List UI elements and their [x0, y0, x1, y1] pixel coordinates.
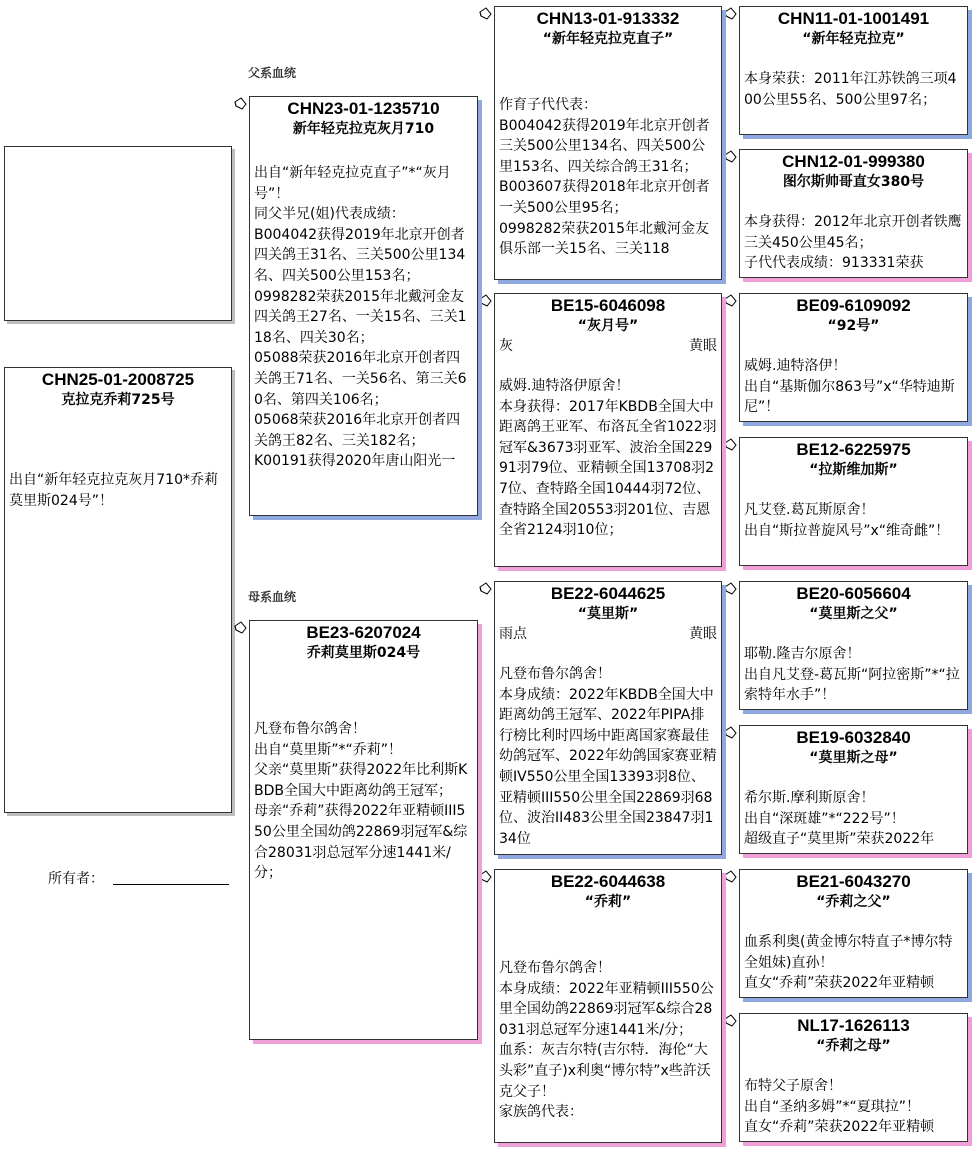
edit-hand-icon[interactable] — [233, 96, 248, 111]
dam-dam-dam-card[interactable] — [739, 1013, 968, 1142]
dam-sire-ring: BE22-6044625 — [550, 584, 666, 603]
edit-hand-icon[interactable] — [723, 6, 738, 21]
sire-dam-dam-ring: BE12-6225975 — [796, 440, 911, 459]
edit-hand-icon[interactable] — [478, 869, 493, 884]
sire-sire-sire-card[interactable] — [739, 6, 968, 135]
dam-sire-color: 雨点 — [499, 626, 527, 642]
dam-card[interactable] — [249, 620, 478, 1040]
sire-dam-desc: 威姆.迪特洛伊原舍！ 本身获得：2017年KBDB全国大中距离鸽王亚军、布洛瓦全省1022羽冠军&3673羽亚军、波治全国22991羽79位、亚精顿全国13708羽27位、查特路全国10444羽72位、查特路全国20553羽201位、吉恩全省2124羽10位； — [499, 378, 717, 539]
edit-hand-icon[interactable] — [478, 6, 493, 21]
dam-dam-card[interactable] — [494, 869, 722, 1143]
sire-sire-sire-desc: 本身荣获：2011年江苏铁鸽三项400公里55名、500公里97名； — [744, 71, 957, 108]
sire-name: 新年轻克拉克灰月710 — [292, 121, 435, 137]
sire-line-label: 父系血统 — [248, 66, 297, 80]
sire-dam-dam-desc: 凡艾登.葛瓦斯原舍！ 出自“斯拉普旋风号”x“维奇雌”！ — [744, 502, 950, 539]
dam-sire-desc: 凡登布鲁尔鸽舍！ 本身成绩：2022年KBDB全国大中距离幼鸽王冠军、2022年PIPA排行榜比利时四场中距离国家赛最佳幼鸽冠军、2022年幼鸽国家赛亚精顿IV550公里全国13393羽8位、亚精顿III550公里全国22869羽68位、波治II483公里全国23847羽134位 — [499, 666, 717, 847]
dam-sire-sire-card[interactable] — [739, 581, 968, 710]
dam-sire-sire-name: “莫里斯之父” — [809, 606, 898, 622]
dam-sire-dam-card[interactable] — [739, 725, 968, 854]
edit-hand-icon[interactable] — [478, 293, 493, 308]
sire-dam-eye: 黄眼 — [689, 338, 717, 354]
sire-sire-sire-name: “新年轻克拉克” — [802, 31, 905, 47]
dam-dam-dam-name: “乔莉之母” — [816, 1038, 891, 1054]
edit-hand-icon[interactable] — [723, 869, 738, 884]
dam-sire-dam-name: “莫里斯之母” — [809, 750, 898, 766]
edit-hand-icon[interactable] — [723, 581, 738, 596]
dam-dam-dam-desc: 布特父子原舍！ 出自“圣纳多姆”*“夏琪拉”！ 直女“乔莉”荣获2022年亚精顿 — [744, 1078, 935, 1136]
edit-hand-icon[interactable] — [723, 437, 738, 452]
dam-ring: BE23-6207024 — [306, 623, 421, 642]
dam-dam-sire-ring: BE21-6043270 — [796, 872, 911, 891]
sire-sire-dam-name: 图尔斯帅哥直女380号 — [782, 174, 925, 190]
photo-placeholder[interactable] — [4, 146, 232, 321]
edit-hand-icon[interactable] — [723, 149, 738, 164]
sire-ring: CHN23-01-1235710 — [287, 99, 440, 118]
sire-sire-name: “新年轻克拉克直子” — [542, 31, 674, 47]
dam-dam-sire-card[interactable] — [739, 869, 968, 998]
sire-sire-dam-desc: 本身获得：2012年北京开创者铁鹰三关450公里45名； 子代代表成绩：913331荣获 — [744, 214, 962, 272]
dam-name: 乔莉莫里斯024号 — [306, 645, 421, 661]
edit-hand-icon[interactable] — [233, 620, 248, 635]
subject-ring: CHN25-01-2008725 — [41, 370, 195, 389]
sire-dam-dam-name: “拉斯维加斯” — [809, 462, 898, 478]
sire-sire-desc: 作育子代代表： B004042获得2019年北京开创者三关500公里134名、四关500公里153名、四关综合鸽王31名； B003607获得2018年北京开创者一关500公里95名； 0998282荣获2015年北戴河金友俱乐部一关15名、三关118 — [499, 97, 710, 258]
sire-dam-sire-ring: BE09-6109092 — [796, 296, 911, 315]
dam-dam-sire-name: “乔莉之父” — [816, 894, 891, 910]
dam-sire-eye: 黄眼 — [689, 626, 717, 642]
dam-line-label: 母系血统 — [248, 590, 297, 604]
owner-underline — [113, 884, 229, 885]
subject-card[interactable] — [4, 367, 232, 813]
sire-sire-sire-ring: CHN11-01-1001491 — [777, 9, 930, 28]
sire-sire-card[interactable] — [494, 6, 722, 280]
dam-dam-sire-desc: 血系利奥(黄金博尔特直子*博尔特全姐妹)直孙！ 直女“乔莉”荣获2022年亚精顿 — [744, 934, 953, 992]
dam-sire-sire-desc: 耶勒.隆吉尔原舍！ 出自凡艾登-葛瓦斯“阿拉密斯”*“拉索特年水手”！ — [744, 646, 960, 704]
dam-dam-name: “乔莉” — [584, 894, 632, 910]
dam-sire-name: “莫里斯” — [577, 606, 639, 622]
dam-sire-sire-ring: BE20-6056604 — [796, 584, 911, 603]
dam-sire-dam-ring: BE19-6032840 — [796, 728, 911, 747]
sire-dam-dam-card[interactable] — [739, 437, 968, 566]
sire-dam-name: “灰月号” — [577, 318, 639, 334]
dam-dam-ring: BE22-6044638 — [550, 872, 666, 891]
owner-label: 所有者： — [48, 871, 104, 887]
sire-dam-sire-card[interactable] — [739, 293, 968, 422]
sire-desc: 出自“新年轻克拉克直子”*“灰月号”！ 同父半兄(姐)代表成绩： B004042获得2019年北京开创者四关鸽王31名、三关500公里134名、四关500公里153名； 0998282荣获2015年北戴河金友四关鸽王27名、一关15名、三关118名、四关30名； 05088荣获2016年北京开创者四关鸽王71名、一关56名、第三关60名、第四关106名； 05068荣获2016年北京开创者四关鸽王82名、三关182名； K00191获得2020年唐山阳光一 — [254, 165, 467, 470]
dam-sire-card[interactable] — [494, 581, 722, 855]
sire-dam-sire-name: “92号” — [827, 318, 880, 334]
edit-hand-icon[interactable] — [478, 581, 493, 596]
sire-dam-color: 灰 — [499, 338, 513, 354]
sire-sire-dam-card[interactable] — [739, 149, 968, 278]
dam-desc: 凡登布鲁尔鸽舍！ 出自“莫里斯”*“乔莉”！ 父亲“莫里斯”获得2022年比利斯KBDB全国大中距离幼鸽王冠军； 母亲“乔莉”获得2022年亚精顿III550公里全国幼鸽22869羽冠军&综合28031羽总冠军分速1441米/分； — [254, 721, 468, 882]
subject-desc: 出自“新年轻克拉克灰月710*乔莉莫里斯024号”！ — [9, 472, 218, 509]
sire-dam-card[interactable] — [494, 293, 722, 567]
dam-dam-dam-ring: NL17-1626113 — [797, 1016, 910, 1035]
sire-card[interactable] — [249, 96, 478, 516]
sire-dam-sire-desc: 威姆.迪特洛伊！ 出自“基斯伽尔863号”x“华特迪斯尼”！ — [744, 358, 955, 416]
sire-sire-ring: CHN13-01-913332 — [536, 9, 680, 28]
sire-sire-dam-ring: CHN12-01-999380 — [782, 152, 925, 171]
edit-hand-icon[interactable] — [723, 725, 738, 740]
edit-hand-icon[interactable] — [723, 1013, 738, 1028]
dam-dam-desc: 凡登布鲁尔鸽舍！ 本身成绩：2022年亚精顿III550公里全国幼鸽22869羽冠军&综合28031羽总冠军分速1441米/分； 血系：灰吉尔特(吉尔特．海伦“大头彩”直子)x利奥“博尔特”x些許沃克父子！ 家族鸽代表： — [499, 960, 714, 1121]
subject-name: 克拉克乔莉725号 — [61, 392, 175, 408]
sire-dam-ring: BE15-6046098 — [550, 296, 666, 315]
dam-sire-dam-desc: 希尔斯.摩利斯原舍！ 出自“深斑雄”*“222号”！ 超级直子“莫里斯”荣获2022年 — [744, 790, 935, 848]
edit-hand-icon[interactable] — [723, 293, 738, 308]
